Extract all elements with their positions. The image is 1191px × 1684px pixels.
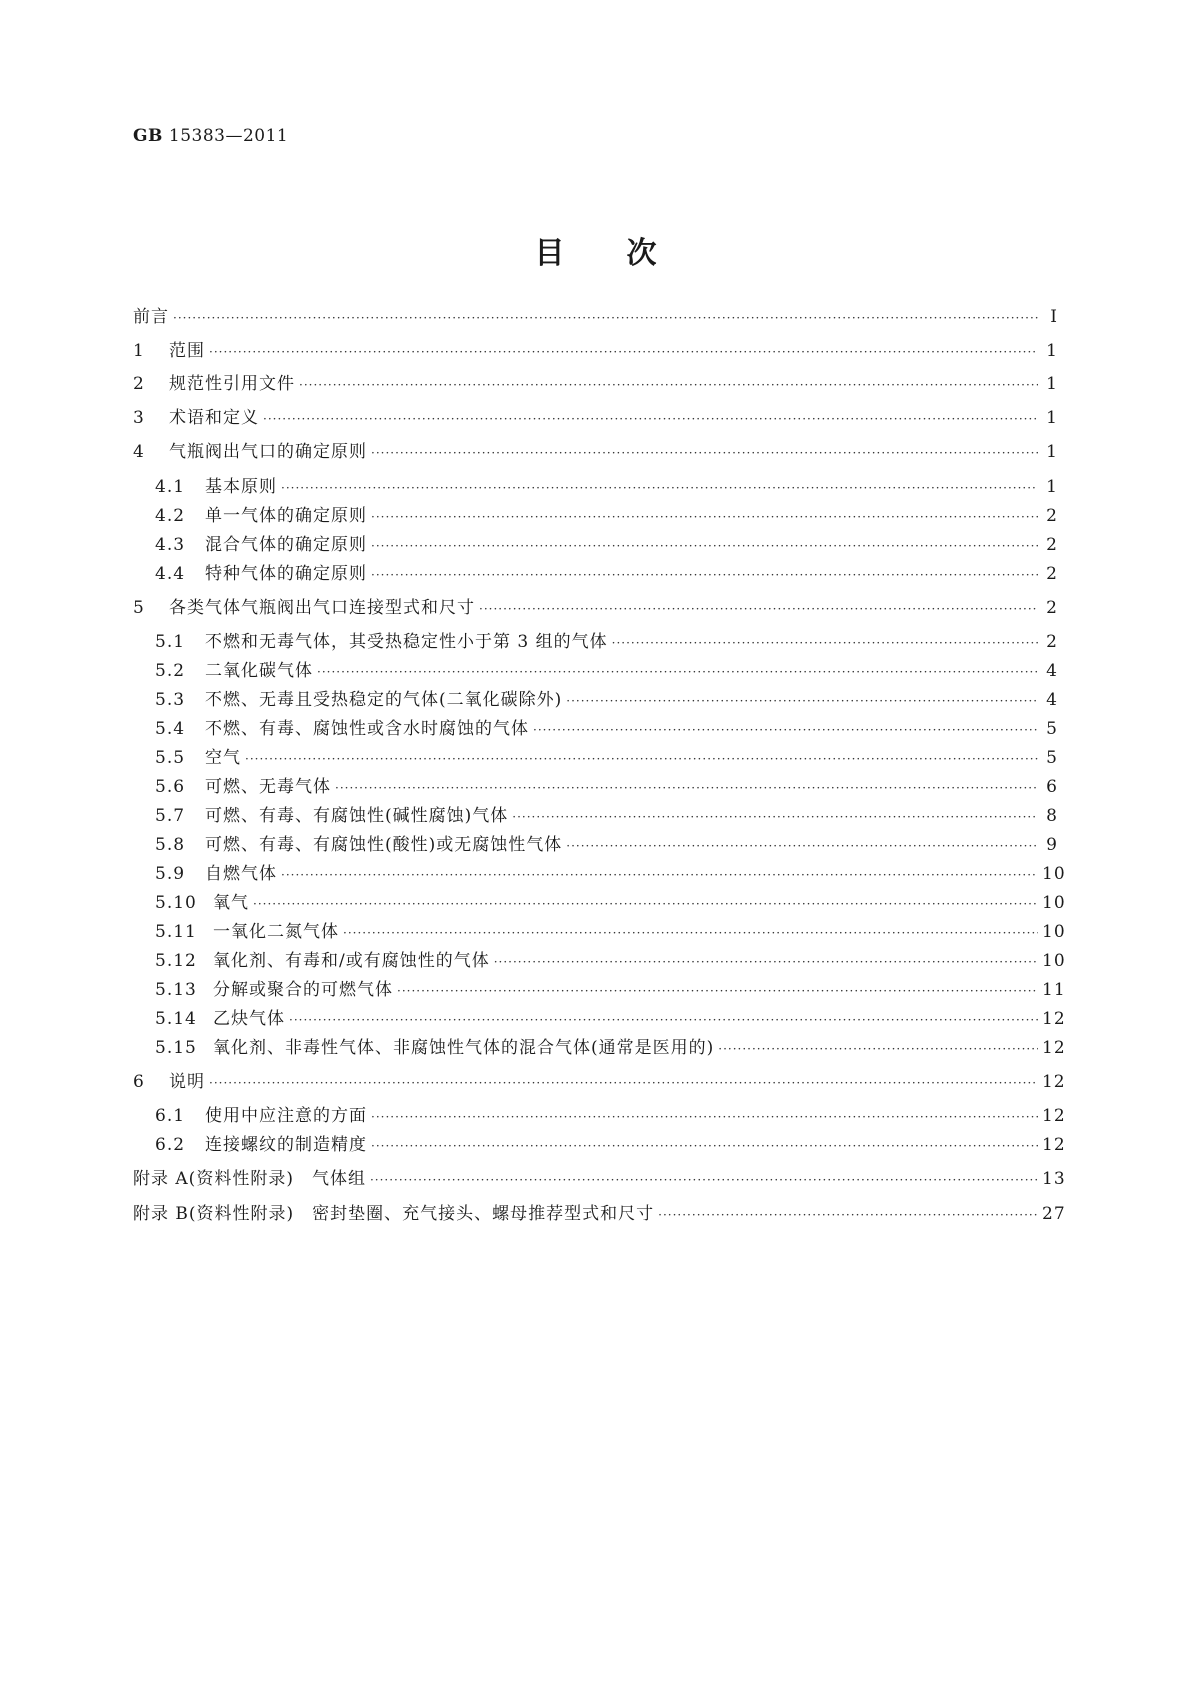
- toc-entry-title: 氧气: [213, 893, 249, 913]
- toc-entry-title: 术语和定义: [169, 408, 259, 428]
- toc-entry[interactable]: [155, 747, 1058, 769]
- toc-entry[interactable]: [155, 921, 1066, 943]
- toc-leader-dots: [245, 748, 1038, 770]
- toc-entry[interactable]: [133, 597, 1058, 619]
- toc-entry[interactable]: [155, 718, 1058, 740]
- toc-leader-dots: [289, 1009, 1038, 1031]
- toc-entry-title: 说明: [169, 1072, 205, 1092]
- toc-leader-dots: [479, 598, 1038, 620]
- toc-leader-dots: [371, 1135, 1038, 1157]
- toc-entry[interactable]: [155, 476, 1058, 498]
- toc-entry[interactable]: [155, 660, 1058, 682]
- toc-entry[interactable]: [155, 863, 1066, 885]
- toc-leader-dots: [370, 1169, 1038, 1191]
- toc-leader-dots: [566, 690, 1038, 712]
- toc-entry-number: 5.1: [155, 632, 186, 652]
- toc-entry[interactable]: [133, 1168, 1066, 1190]
- toc-entry-number: 5: [133, 598, 145, 618]
- toc-entry[interactable]: [133, 407, 1058, 429]
- toc-entry[interactable]: [155, 1134, 1066, 1156]
- toc-entry-number: 4.3: [155, 535, 186, 555]
- toc-leader-dots: [658, 1204, 1038, 1226]
- toc-entry-page: 11: [1042, 980, 1066, 1000]
- toc-entry-number: 4.2: [155, 506, 186, 526]
- toc-leader-dots: [253, 893, 1038, 915]
- toc-entry-number: 1: [133, 341, 145, 361]
- toc-leader-dots: [397, 980, 1038, 1002]
- toc-entry-title: 范围: [169, 341, 205, 361]
- toc-entry-number: 6.1: [155, 1106, 186, 1126]
- toc-entry-title: 基本原则: [205, 477, 277, 497]
- toc-entry[interactable]: [155, 563, 1058, 585]
- toc-entry-title: 不燃、有毒、腐蚀性或含水时腐蚀的气体: [205, 719, 529, 739]
- toc-entry-title: 可燃、有毒、有腐蚀性(酸性)或无腐蚀性气体: [205, 835, 563, 855]
- toc-entry-title: 可燃、有毒、有腐蚀性(碱性腐蚀)气体: [205, 806, 509, 826]
- toc-entry-number: 5.2: [155, 661, 186, 681]
- toc-leader-dots: [533, 719, 1038, 741]
- toc-entry-title: 混合气体的确定原则: [205, 535, 367, 555]
- toc-leader-dots: [371, 535, 1038, 557]
- toc-entry-page: 12: [1041, 1072, 1066, 1092]
- toc-entry-title: 不燃和无毒气体，其受热稳定性小于第 3 组的气体: [205, 632, 608, 652]
- toc-entry[interactable]: [133, 373, 1058, 395]
- toc-entry[interactable]: [155, 979, 1066, 1001]
- toc-leader-dots: [281, 864, 1038, 886]
- toc-entry-page: 12: [1042, 1009, 1066, 1029]
- toc-entry-page: 13: [1042, 1169, 1066, 1189]
- toc-entry-page: 1: [1046, 477, 1058, 497]
- toc-entry-title: 自燃气体: [205, 864, 277, 884]
- toc-leader-dots: [494, 951, 1038, 973]
- toc-leader-dots: [371, 564, 1038, 586]
- toc-entry-number: 5.9: [155, 864, 186, 884]
- toc-leader-dots: [173, 307, 1038, 329]
- toc-leader-dots: [209, 1072, 1038, 1094]
- toc-entry-title: 规范性引用文件: [169, 374, 295, 394]
- toc-entry[interactable]: [155, 631, 1058, 653]
- toc-leader-dots: [718, 1038, 1038, 1060]
- toc-entry[interactable]: [155, 1008, 1066, 1030]
- toc-entry-page: 2: [1046, 506, 1058, 526]
- toc-entry-page: 1: [1046, 341, 1058, 361]
- toc-entry-page: 2: [1046, 564, 1058, 584]
- toc-entry-title: 附录 A(资料性附录) 气体组: [133, 1169, 366, 1189]
- toc-entry-page: 10: [1042, 893, 1066, 913]
- toc-entry-page: 10: [1042, 951, 1066, 971]
- toc-entry-page: 12: [1042, 1038, 1066, 1058]
- toc-entry[interactable]: [155, 1037, 1066, 1059]
- toc-leader-dots: [566, 835, 1038, 857]
- toc-entry-page: 1: [1046, 408, 1058, 428]
- toc-entry[interactable]: [133, 441, 1058, 463]
- toc-entry-page: 1: [1046, 442, 1058, 462]
- toc-entry-page: 5: [1046, 748, 1058, 768]
- toc-entry-number: 5.6: [155, 777, 186, 797]
- toc-entry-page: 12: [1042, 1106, 1066, 1126]
- toc-entry-number: 5.7: [155, 806, 186, 826]
- toc-entry-number: 5.13: [155, 980, 197, 1000]
- toc-entry[interactable]: [155, 1105, 1066, 1127]
- toc-entry-title: 前言: [133, 307, 169, 327]
- toc-leader-dots: [512, 806, 1038, 828]
- toc-leader-dots: [317, 661, 1038, 683]
- toc-entry-number: 5.11: [155, 922, 197, 942]
- toc-entry-page: 12: [1042, 1135, 1066, 1155]
- toc-entry-title: 空气: [205, 748, 241, 768]
- standard-number: 15383—2011: [168, 126, 289, 146]
- toc-entry[interactable]: [155, 805, 1058, 827]
- toc-entry-number: 5.12: [155, 951, 197, 971]
- toc-leader-dots: [299, 374, 1038, 396]
- toc-entry-number: 5.5: [155, 748, 186, 768]
- toc-entry-title: 附录 B(资料性附录) 密封垫圈、充气接头、螺母推荐型式和尺寸: [133, 1204, 655, 1224]
- toc-entry-page: 8: [1046, 806, 1058, 826]
- toc-entry-title: 使用中应注意的方面: [205, 1106, 367, 1126]
- toc-entry-title: 气瓶阀出气口的确定原则: [169, 442, 367, 462]
- toc-entry[interactable]: [133, 306, 1058, 328]
- toc-entry-page: 10: [1042, 864, 1066, 884]
- toc-entry-number: 5.14: [155, 1009, 197, 1029]
- toc-leader-dots: [371, 442, 1038, 464]
- toc-entry[interactable]: [133, 1203, 1066, 1225]
- toc-leader-dots: [263, 408, 1038, 430]
- toc-entry-title: 二氧化碳气体: [205, 661, 313, 681]
- toc-entry-title: 不燃、无毒且受热稳定的气体(二氧化碳除外): [205, 690, 563, 710]
- toc-entry[interactable]: [155, 534, 1058, 556]
- toc-entry-title: 连接螺纹的制造精度: [205, 1135, 367, 1155]
- toc-entry-page: 2: [1046, 598, 1058, 618]
- page-title: 目次: [534, 236, 719, 271]
- toc-entry-number: 6: [133, 1072, 145, 1092]
- toc-entry[interactable]: [155, 950, 1066, 972]
- toc-entry-title: 分解或聚合的可燃气体: [213, 980, 393, 1000]
- toc-entry[interactable]: [155, 689, 1058, 711]
- toc-leader-dots: [209, 341, 1038, 363]
- toc-leader-dots: [335, 777, 1038, 799]
- toc-entry-number: 4.1: [155, 477, 186, 497]
- toc-entry[interactable]: [133, 1071, 1066, 1093]
- toc-entry-number: 5.3: [155, 690, 186, 710]
- standard-prefix: GB: [133, 126, 163, 146]
- toc-entry-page: 2: [1046, 632, 1058, 652]
- toc-entry[interactable]: [155, 892, 1066, 914]
- toc-entry-number: 5.10: [155, 893, 197, 913]
- toc-entry-page: 6: [1046, 777, 1058, 797]
- toc-entry-page: 1: [1046, 374, 1058, 394]
- toc-entry-title: 特种气体的确定原则: [205, 564, 367, 584]
- toc-entry-page: 5: [1046, 719, 1058, 739]
- toc-entry-title: 单一气体的确定原则: [205, 506, 367, 526]
- toc-leader-dots: [371, 506, 1038, 528]
- toc-entry-number: 4: [133, 442, 145, 462]
- toc-entry-page: 27: [1042, 1204, 1066, 1224]
- toc-entry-number: 5.4: [155, 719, 186, 739]
- toc-entry-title: 氧化剂、有毒和/或有腐蚀性的气体: [213, 951, 490, 971]
- toc-entry-number: 5.8: [155, 835, 186, 855]
- toc-entry-title: 可燃、无毒气体: [205, 777, 331, 797]
- toc-entry-page: Ⅰ: [1050, 307, 1058, 327]
- toc-entry-number: 4.4: [155, 564, 186, 584]
- toc-entry-page: 4: [1046, 661, 1058, 681]
- toc-entry-page: 10: [1042, 922, 1066, 942]
- toc-leader-dots: [281, 477, 1038, 499]
- toc-entry-title: 各类气体气瓶阀出气口连接型式和尺寸: [169, 598, 475, 618]
- toc-entry[interactable]: [155, 834, 1058, 856]
- toc-entry-title: 乙炔气体: [213, 1009, 285, 1029]
- toc-leader-dots: [371, 1106, 1038, 1128]
- toc-entry-number: 6.2: [155, 1135, 186, 1155]
- toc-entry-title: 一氧化二氮气体: [213, 922, 339, 942]
- toc-entry-page: 4: [1046, 690, 1058, 710]
- toc-entry-number: 2: [133, 374, 145, 394]
- toc-entry-page: 2: [1046, 535, 1058, 555]
- toc-entry-number: 3: [133, 408, 145, 428]
- toc-leader-dots: [612, 632, 1038, 654]
- toc-entry-page: 9: [1046, 835, 1058, 855]
- toc-entry[interactable]: [155, 505, 1058, 527]
- toc-entry-number: 5.15: [155, 1038, 197, 1058]
- toc-entry[interactable]: [133, 340, 1058, 362]
- toc-leader-dots: [343, 922, 1038, 944]
- toc-entry-title: 氧化剂、非毒性气体、非腐蚀性气体的混合气体(通常是医用的): [213, 1038, 715, 1058]
- toc-entry[interactable]: [155, 776, 1058, 798]
